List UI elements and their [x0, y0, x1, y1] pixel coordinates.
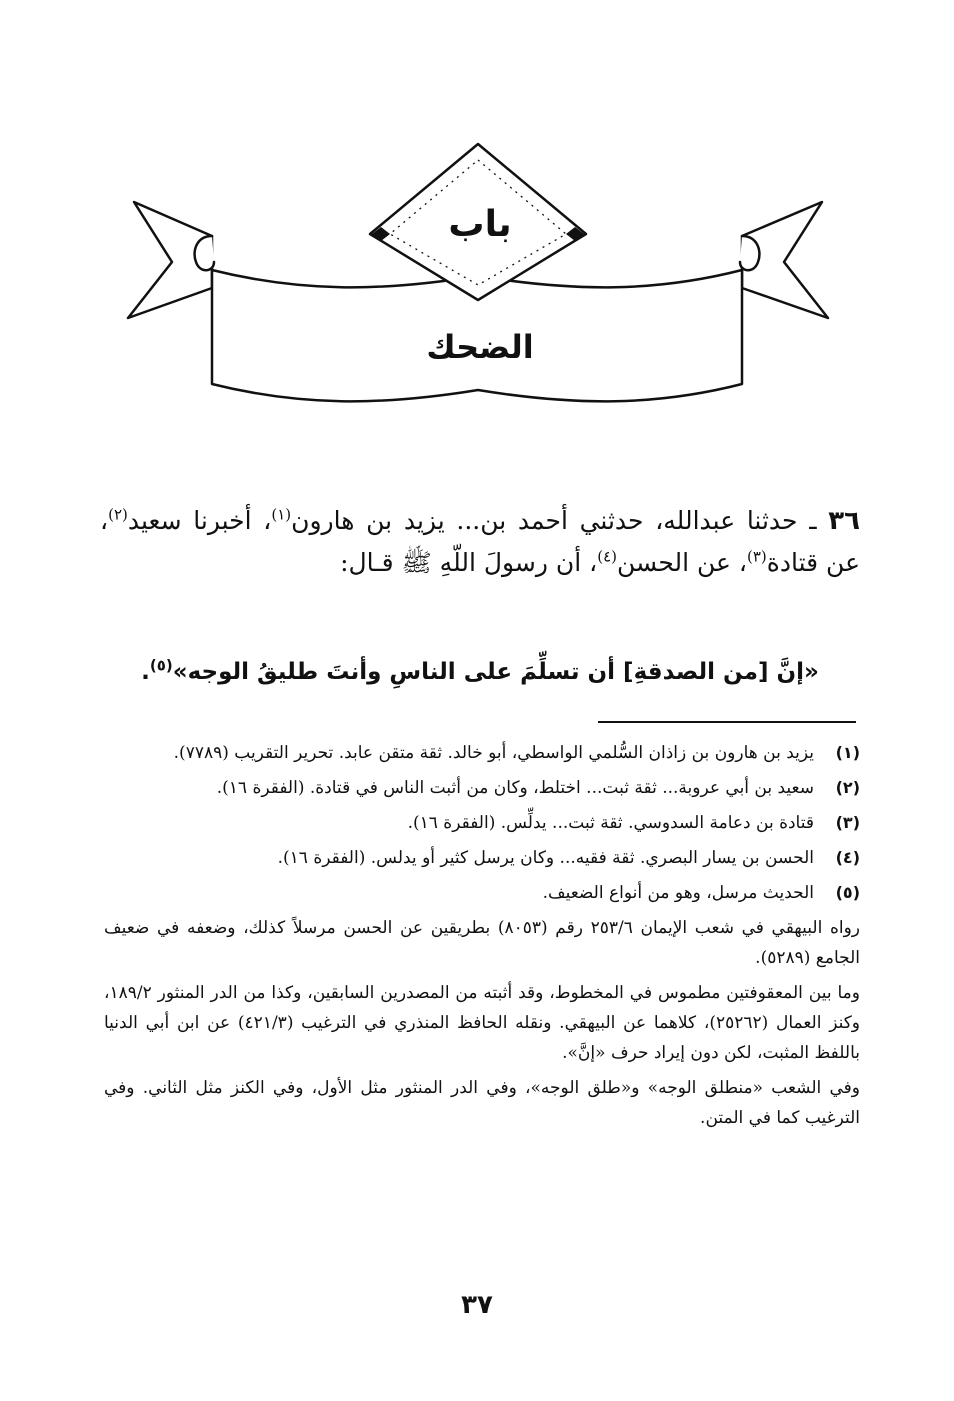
footnote-3-text: قتادة بن دعامة السدوسي. ثقة ثبت... يدلِّس. (الفقرة ١٦). — [407, 813, 814, 833]
hadith-segment-5: ، أن رسولَ اللّهِ ﷺ قـال: — [340, 548, 598, 577]
hadith-number: ٣٦ — [828, 506, 860, 536]
chapter-title: الضحك — [426, 328, 534, 366]
footnote-3 — [104, 808, 860, 838]
footnote-4-mark: (٤) — [835, 848, 860, 867]
footnote-1-mark: (١) — [835, 743, 860, 762]
footnote-divider — [598, 721, 856, 723]
footnote-2-mark: (٢) — [835, 778, 860, 797]
hadith-segment-1: ـ حدثنا عبدالله، حدثني أحمد بن... يزيد بن هارون — [291, 506, 829, 535]
hadith-segment-3: ، عن قتادة — [100, 506, 860, 577]
footnote-4-text: الحسن بن يسار البصري. ثقة فقيه... وكان يرسل كثير أو يدلس. (الفقرة ١٦). — [277, 848, 814, 868]
page-number: ٣٧ — [461, 1290, 493, 1320]
footnote-2-text: سعيد بن أبي عروبة... ثقة ثبت... اختلط، وكان من أثبت الناس في قتادة. (الفقرة ١٦). — [216, 778, 814, 798]
footnote-5-paragraph-3: وفي الشعب «منطلق الوجه» و«طلق الوجه»، وفي الدر المنثور مثل الأول، وفي الكنز مثل الثاني. وفي الترغيب كما في المتن. — [104, 1078, 860, 1128]
quote-text: «إنَّ [من الصدقةِ] أن تسلِّمَ على الناسِ وأنتَ طليقُ الوجه» — [172, 659, 819, 685]
footnote-1 — [104, 738, 860, 768]
hadith-segment-2: ، أخبرنا سعيد — [127, 506, 272, 535]
footnote-5-mark: (٥) — [835, 883, 860, 902]
prophetic-quote — [100, 650, 860, 694]
hadith-text — [100, 500, 860, 584]
bab-label: باب — [448, 204, 512, 245]
footnote-4 — [104, 843, 860, 873]
footnote-1-text: يزيد بن هارون بن زاذان السُّلمي الواسطي، أبو خالد. ثقة متقن عابد. تحرير التقريب (٧٧٨٩). — [173, 743, 814, 763]
footnote-ref-1: (١) — [271, 505, 292, 524]
footnote-5-paragraph-1: رواه البيهقي في شعب الإيمان ٢٥٣/٦ رقم (٨٠٥٣) بطريقين عن الحسن مرسلاً كذلك، وضعفه في ضعيف الجامع (٥٢٨٩). — [104, 918, 861, 968]
footnotes — [104, 738, 860, 1138]
footnote-ref-3: (٣) — [746, 547, 767, 566]
footnote-5 — [104, 878, 860, 908]
footnote-2 — [104, 773, 860, 803]
chapter-banner — [0, 0, 954, 440]
footnote-5-text: الحديث مرسل، وهو من أنواع الضعيف. — [542, 883, 814, 903]
quote-end: . — [141, 659, 150, 685]
footnote-3-mark: (٣) — [835, 813, 860, 832]
footnote-ref-5: (٥) — [149, 656, 173, 675]
footnote-ref-4: (٤) — [597, 547, 618, 566]
footnote-5-paragraph-2: وما بين المعقوفتين مطموس في المخطوط، وقد أثبته من المصدرين السابقين، وكذا من الدر المنثور ١٨٩/٢، وكنز العمال (٢٥٢٦٢)، كلاهما عن البيهقي. ونقله الحافظ المنذري في الترغيب (٤٢١/٣) عن ابن أبي الدنيا باللفظ المثبت، لكن دون إيراد حرف «إنَّ». — [104, 983, 861, 1063]
footnote-ref-2: (٢) — [108, 505, 128, 524]
hadith-segment-4: ، عن الحسن — [617, 548, 747, 577]
